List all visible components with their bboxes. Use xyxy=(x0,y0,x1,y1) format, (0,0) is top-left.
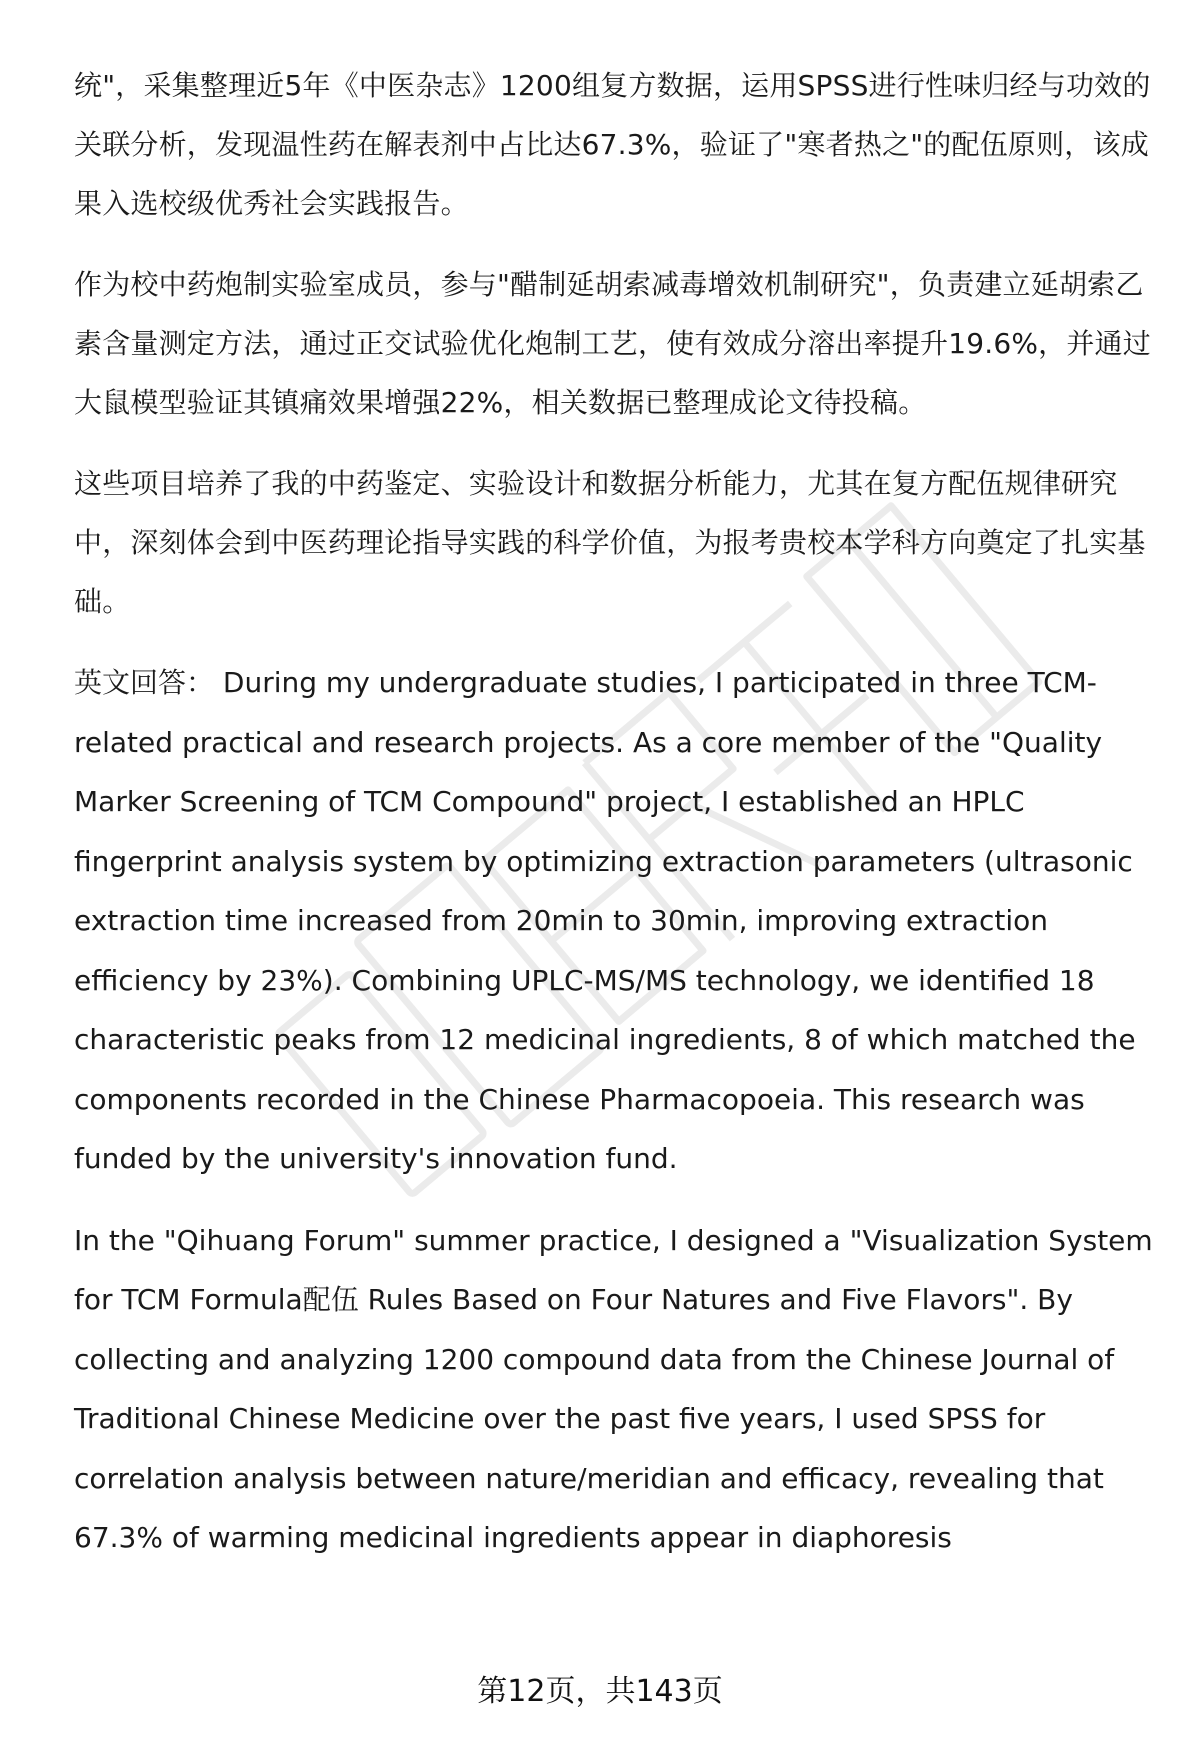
paragraph-5: In the "Qihuang Forum" summer practice, I designed a "Visualization System for TCM Formula配伍 Rules Based on Four Natures and Five Flavors". By collecting and analyzing 1200 compound data from the Chinese Journal of Traditional Chinese Medicine over the past five years, I used SPSS for correlation analysis between nature/meridian and efficacy, revealing that 67.3% of warming medicinal ingredients appear in diaphoresis xyxy=(74,1223,1153,1554)
paragraph-4: 英文回答： During my undergraduate studies, I participated in three TCM-related practical and research projects. As a core member of the "Quality Marker Screening of TCM Compound" project, I established an HPLC fingerprint analysis system by optimizing extraction parameters (ultrasonic extraction time increased from 20min to 30min, improving extraction efficiency by 23%). Combining UPLC-MS/MS technology, we identified 18 characteristic peaks from 12 medicinal ingredients, 8 of which matched the components recorded in the Chinese Pharmacopoeia. This research was funded by the university's innovation fund. xyxy=(74,666,1136,1175)
paragraph-3: 这些项目培养了我的中药鉴定、实验设计和数据分析能力，尤其在复方配伍规律研究中，深刻体会到中医药理论指导实践的科学价值，为报考贵校本学科方向奠定了扎实基础。 xyxy=(74,467,1146,618)
paragraph-1: 统"，采集整理近5年《中医杂志》1200组复方数据，运用SPSS进行性味归经与功效的关联分析，发现温性药在解表剂中占比达67.3%，验证了"寒者热之"的配伍原则，该成果入选校级优秀社会实践报告。 xyxy=(74,69,1151,220)
document-body xyxy=(74,56,1164,1656)
page-number-footer: 第12页，共143页 xyxy=(477,1674,723,1709)
paragraph-2: 作为校中药炮制实验室成员，参与"醋制延胡索减毒增效机制研究"，负责建立延胡索乙素含量测定方法，通过正交试验优化炮制工艺，使有效成分溶出率提升19.6%，并通过大鼠模型验证其镇痛效果增强22%，相关数据已整理成论文待投稿。 xyxy=(74,268,1151,419)
